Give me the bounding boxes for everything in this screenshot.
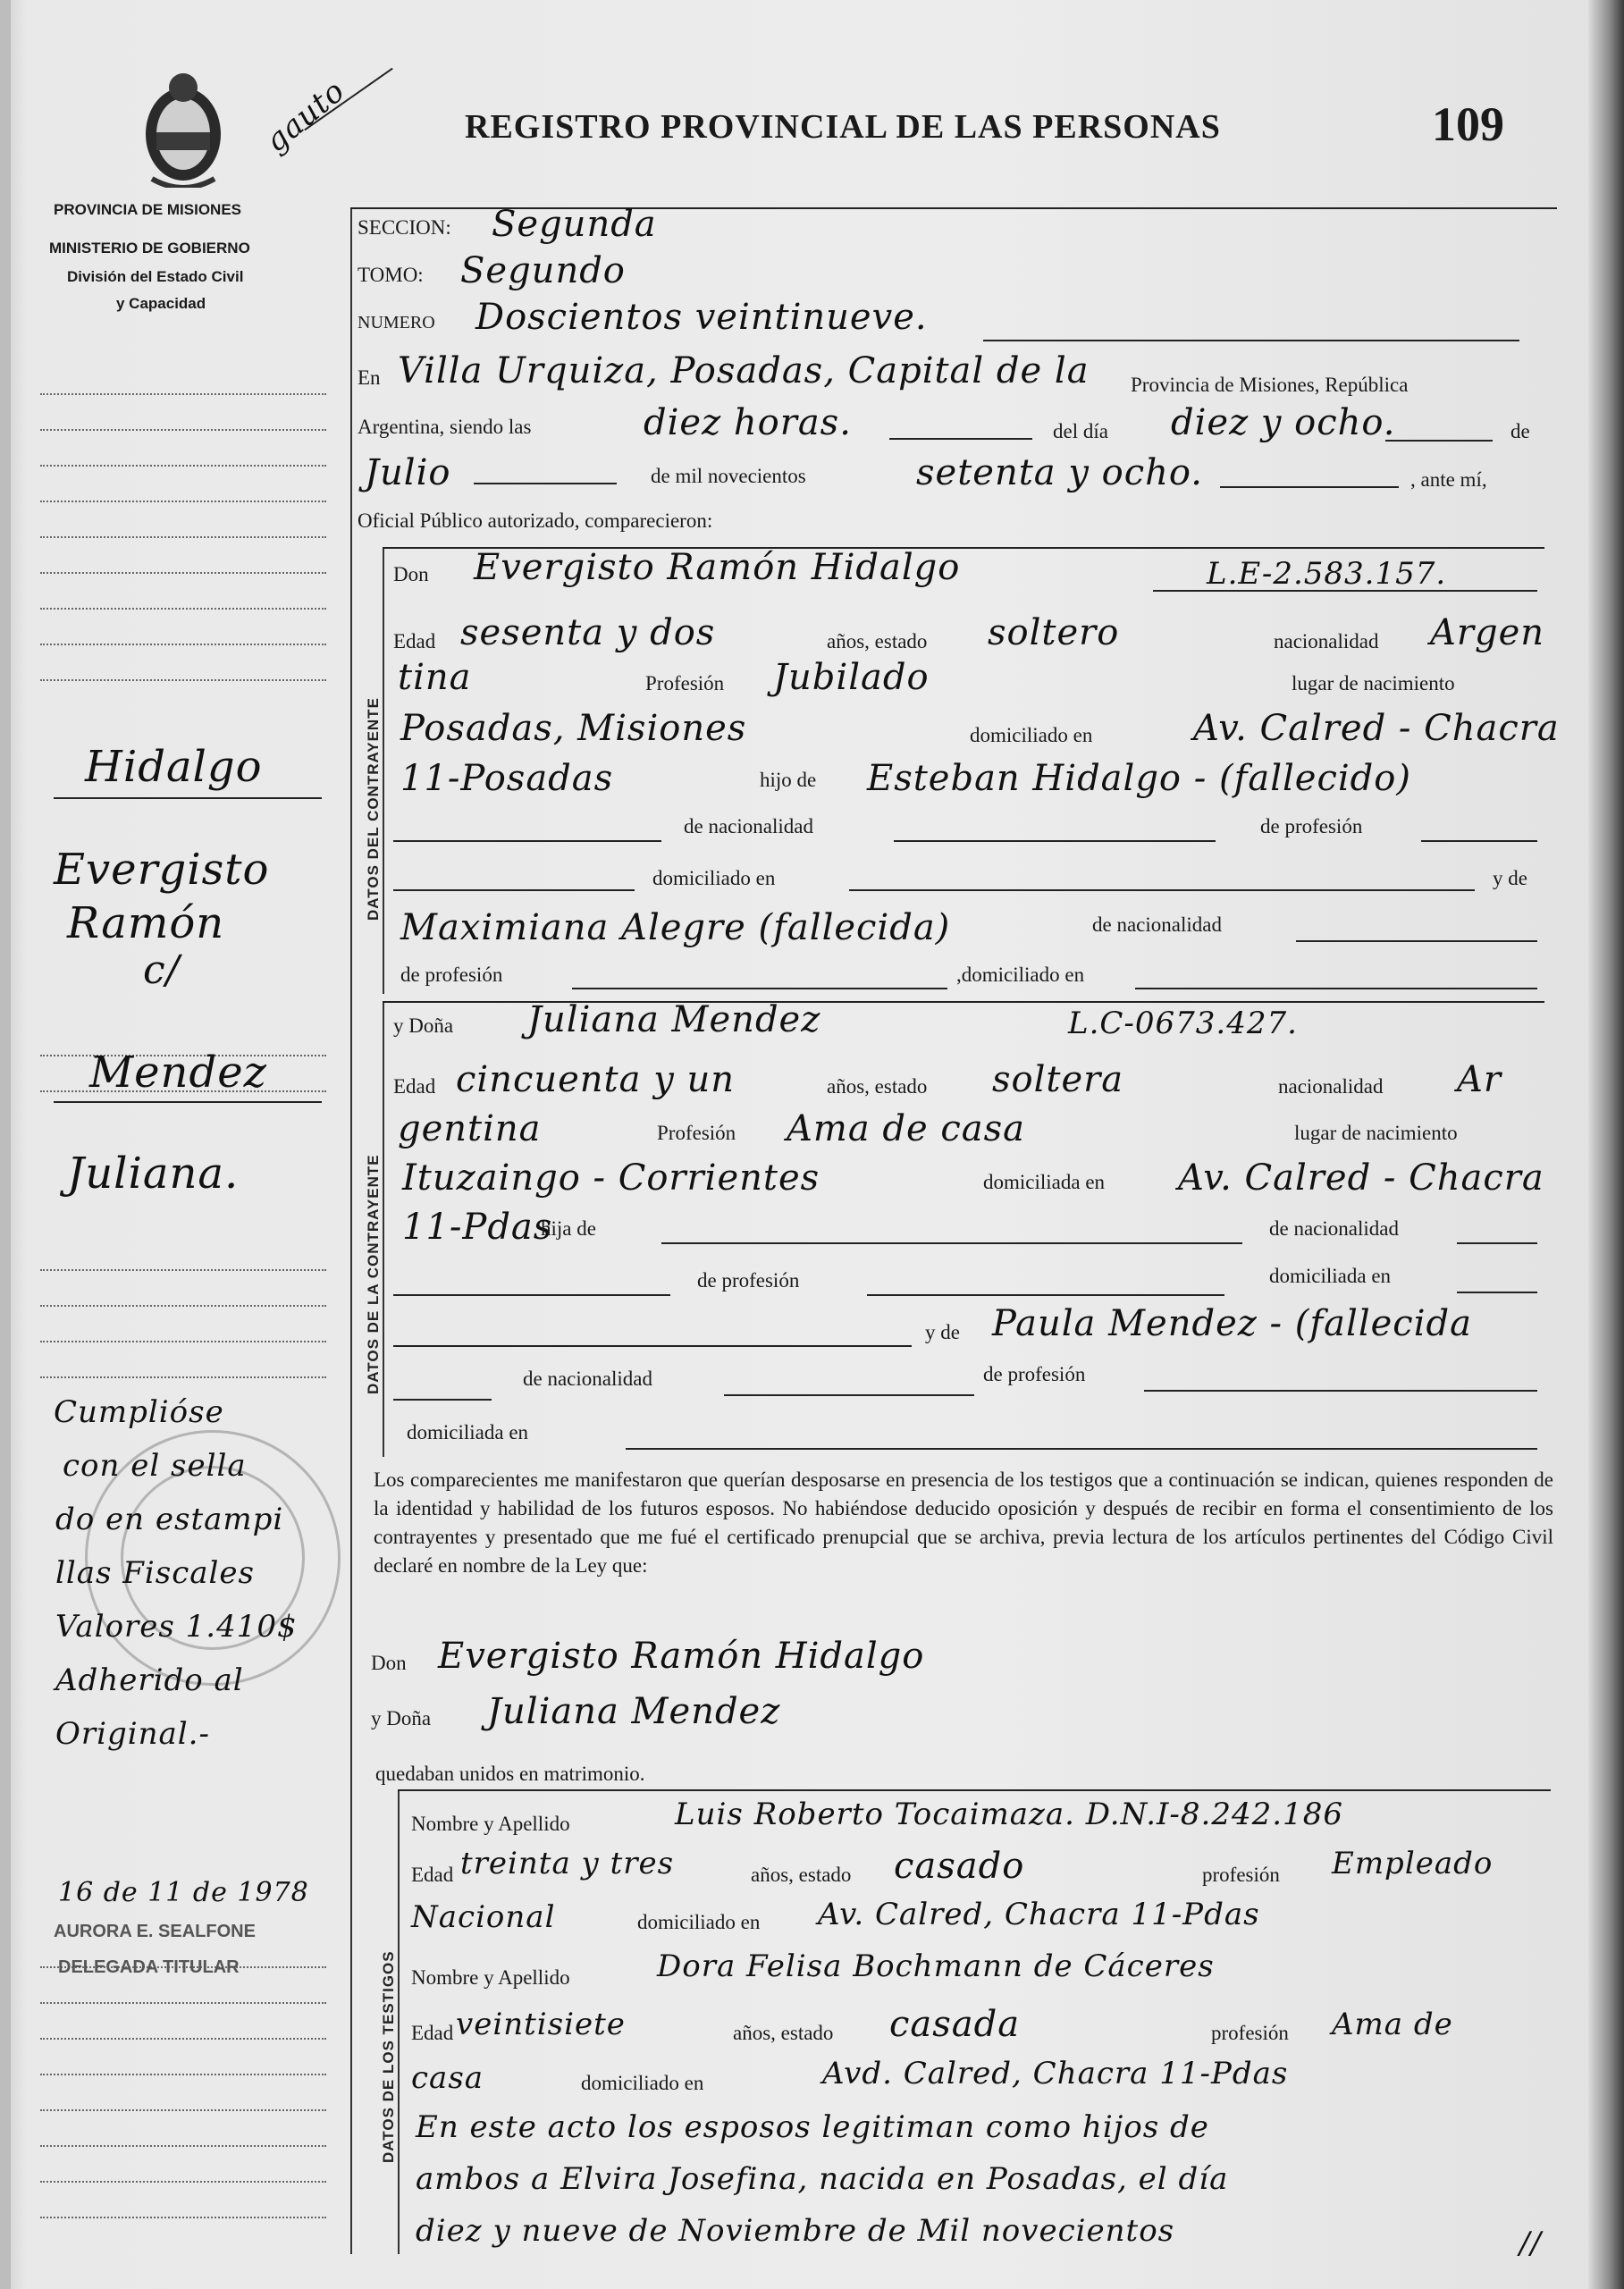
groom-status: soltero [988, 612, 1120, 653]
margin-rule [40, 1376, 326, 1378]
w1-name: Luis Roberto Tocaimaza. D.N.I-8.242.186 [675, 1797, 1343, 1832]
legitimation-note-2: ambos a Elvira Josefina, nacida en Posadas, el día [416, 2161, 1229, 2197]
w1-label: Nombre y Apellido [411, 1813, 570, 1835]
bride-y-de-label: y de [925, 1321, 960, 1343]
groom-don-label: Don [393, 563, 429, 585]
margin-given-b: Ramón [67, 898, 225, 948]
fill-line [1457, 1292, 1537, 1293]
margin-with: c/ [143, 947, 181, 993]
stamp-note-2: con el sella [63, 1448, 247, 1484]
groom-dom2-label: domiciliado en [652, 867, 776, 889]
fill-line [1296, 940, 1537, 942]
groom-de-nac-label: de nacionalidad [684, 815, 813, 837]
w1-profession-a: Empleado [1332, 1846, 1494, 1881]
w2-profession-b: casa [411, 2060, 484, 2096]
fill-line [393, 840, 661, 842]
w2-dom-label: domiciliado en [581, 2072, 704, 2094]
bride-de-prof2-label: de profesión [983, 1363, 1086, 1385]
w2-label: Nombre y Apellido [411, 1966, 570, 1989]
bride-mother: Paula Mendez - (fallecida [992, 1303, 1472, 1344]
fill-line [1144, 1390, 1537, 1392]
groom-birthplace: Posadas, Misiones [400, 708, 747, 749]
margin-rule [40, 608, 326, 610]
w2-profession-a: Ama de [1332, 2007, 1453, 2042]
seccion-value: Segunda [492, 204, 657, 245]
fill-line [572, 988, 947, 989]
bride-profession: Ama de casa [787, 1108, 1025, 1149]
month-value: Julio [365, 452, 451, 493]
fill-line [724, 1394, 974, 1396]
margin-surname2: Mendez [89, 1048, 267, 1098]
margin-rule [40, 572, 326, 574]
tail-mark: // [1519, 2226, 1542, 2261]
underline [54, 797, 322, 799]
margin-given2: Juliana. [67, 1149, 240, 1199]
groom-name: Evergisto Ramón Hidalgo [474, 547, 961, 588]
w1-address: Av. Calred, Chacra 11-Pdas [818, 1897, 1260, 1932]
groom-hijo-label: hijo de [760, 769, 817, 791]
groom-edad-label: Edad [393, 630, 436, 652]
fill-line [474, 483, 617, 484]
day-value: diez y ocho. [1171, 402, 1396, 443]
bride-section-label: DATOS DE LA CONTRAYENTE [365, 1154, 382, 1394]
underline [54, 1101, 322, 1103]
margin-rule [40, 2217, 326, 2218]
decl-united: quedaban unidos en matrimonio. [375, 1763, 645, 1785]
seccion-label: SECCION: [358, 216, 451, 239]
declaration-text: Los comparecientes me manifestaron que querían desposarse en presencia de los testigos que a continuación se indican, quienes responden de la identidad y habilidad de los futuros esposos. No habiéndose deducido oposición y después de recibir en forma el consentimiento de los contrayentes y presentado que me fué el certificado prenupcial que se archiva, previa lectura de los artículos pertinentes del Código Civil declaré en nombre de la Ley que: [374, 1468, 1553, 1577]
province-text: Provincia de Misiones, República [1131, 374, 1409, 396]
margin-rule [40, 1305, 326, 1307]
groom-de-nac2-label: de nacionalidad [1092, 913, 1222, 936]
margin-rule [40, 2145, 326, 2147]
w2-prof-label: profesión [1211, 2022, 1289, 2044]
groom-de-prof-label: de profesión [1260, 815, 1363, 837]
w1-status: casado [894, 1846, 1025, 1887]
w2-status: casada [889, 2004, 1021, 2045]
en-label: En [358, 366, 381, 389]
witness-box-left [398, 1789, 400, 2254]
bride-prof-label: Profesión [657, 1122, 736, 1144]
delegate-title: DELEGADA TITULAR [58, 1957, 240, 1977]
w1-prof-label: profesión [1202, 1864, 1280, 1886]
place-value: Villa Urquiza, Posadas, Capital de la [398, 350, 1090, 391]
argentina-text: Argentina, siendo las [358, 416, 532, 438]
bride-nationality-b: gentina [398, 1108, 542, 1149]
bride-edad-label: Edad [393, 1075, 436, 1098]
w2-age: veintisiete [456, 2007, 626, 2042]
groom-anos-label: años, estado [827, 630, 928, 652]
margin-surname: Hidalgo [85, 742, 263, 792]
fill-line [1385, 440, 1493, 442]
hour-value: diez horas. [644, 402, 852, 443]
margin-rule [40, 644, 326, 645]
groom-doc: L.E-2.583.157. [1207, 556, 1447, 592]
decl-bride: Juliana Mendez [487, 1691, 781, 1732]
stamp-note-7: Original.- [55, 1716, 210, 1752]
gauto-annotation: gauto [258, 72, 352, 160]
bride-de-nac-label: de nacionalidad [1269, 1217, 1399, 1240]
fill-line [1457, 1242, 1537, 1244]
margin-rule [40, 429, 326, 431]
fill-line [393, 1345, 912, 1347]
w1-dom-label: domiciliado en [637, 1911, 761, 1933]
margin-rule [40, 2038, 326, 2040]
bride-status: soltera [992, 1059, 1124, 1100]
binding-spine [0, 0, 11, 2289]
margin-rule [40, 2181, 326, 2183]
numero-label: NUMERO [358, 313, 435, 332]
w2-address: Avd. Calred, Chacra 11-Pdas [822, 2056, 1289, 2091]
frame-left [350, 207, 352, 2254]
bride-address-b: 11-Pdas [402, 1207, 553, 1248]
de-label: de [1510, 420, 1530, 442]
bride-hija-label: hija de [541, 1217, 596, 1240]
bride-birthplace: Ituzaingo - Corrientes [402, 1157, 820, 1199]
bride-anos-label: años, estado [827, 1075, 928, 1098]
groom-nac-label: nacionalidad [1274, 630, 1379, 652]
margin-given-a: Evergisto [54, 845, 270, 895]
groom-section-label: DATOS DEL CONTRAYENTE [365, 697, 382, 921]
w1-anos-label: años, estado [751, 1864, 852, 1886]
groom-father: Esteban Hidalgo - (fallecido) [867, 758, 1411, 799]
del-dia-label: del día [1053, 420, 1108, 442]
groom-mother: Maximiana Alegre (fallecida) [400, 907, 951, 948]
bride-doc: L.C-0673.427. [1068, 1006, 1298, 1041]
legitimation-note-3: diez y nueve de Noviembre de Mil novecientos [416, 2213, 1175, 2249]
bride-dom3-label: domiciliada en [407, 1421, 529, 1443]
fill-line [393, 1294, 670, 1296]
fill-line [849, 889, 1475, 891]
groom-prof-label: Profesión [645, 672, 725, 694]
fill-line [1421, 840, 1537, 842]
fill-line [1153, 590, 1537, 592]
groom-nationality-a: Argen [1430, 612, 1545, 653]
bride-address-a: Av. Calred - Chacra [1178, 1157, 1544, 1199]
stamp-note-6: Adherido al [55, 1662, 244, 1698]
year-value: setenta y ocho. [916, 452, 1203, 493]
margin-rule [40, 2109, 326, 2111]
fill-line [867, 1294, 1224, 1296]
org-line-2: MINISTERIO DE GOBIERNO [49, 240, 250, 257]
fill-line [889, 438, 1032, 440]
legitimation-note-1: En este acto los esposos legitiman como hijos de [416, 2109, 1209, 2145]
tomo-value: Segundo [460, 250, 626, 291]
org-line-1: PROVINCIA DE MISIONES [54, 201, 242, 218]
w2-name: Dora Felisa Bochmann de Cáceres [657, 1948, 1215, 1984]
delegate-name: AURORA E. SEALFONE [54, 1922, 256, 1941]
bride-dom-label: domiciliada en [983, 1171, 1106, 1193]
bride-age: cincuenta y un [456, 1059, 736, 1100]
margin-rule [40, 501, 326, 502]
w1-edad-label: Edad [411, 1864, 454, 1886]
stamp-note-3: do en estampi [55, 1502, 284, 1537]
margin-rule [40, 536, 326, 538]
tomo-label: TOMO: [358, 264, 424, 286]
margin-rule [40, 1341, 326, 1342]
margin-rule [40, 465, 326, 467]
bride-dona-label: y Doña [393, 1014, 454, 1037]
page-edge [1588, 0, 1624, 2289]
groom-dom3-label: ,domiciliado en [956, 964, 1085, 986]
fill-line [1220, 486, 1399, 488]
w2-anos-label: años, estado [733, 2022, 834, 2044]
groom-age: sesenta y dos [460, 612, 716, 653]
page-number: 109 [1432, 97, 1504, 151]
org-line-3: División del Estado Civil [67, 268, 244, 285]
stamp-note-5: Valores 1.410$ [55, 1609, 298, 1645]
oficial-text: Oficial Público autorizado, comparecieron: [358, 509, 713, 532]
bride-de-nac2-label: de nacionalidad [523, 1368, 652, 1390]
groom-nationality-b: tina [398, 657, 472, 698]
fill-line [626, 1448, 1537, 1450]
bride-box-left [383, 1001, 384, 1457]
argentine-coat-of-arms-icon [134, 63, 232, 188]
groom-address-b: 11-Posadas [400, 758, 614, 799]
w1-profession-b: Nacional [411, 1899, 556, 1935]
groom-address-a: Av. Calred - Chacra [1193, 708, 1560, 749]
groom-lugar-label: lugar de nacimiento [1292, 672, 1455, 694]
groom-y-de-label: y de [1493, 867, 1527, 889]
stamp-note-1: Cumplióse [54, 1394, 224, 1430]
org-line-4: y Capacidad [116, 295, 206, 312]
fill-line [1135, 988, 1537, 989]
margin-signature: 16 de 11 de 1978 [58, 1877, 309, 1908]
de-mil-label: de mil novecientos [651, 465, 806, 487]
bride-dom2-label: domiciliada en [1269, 1265, 1392, 1287]
stamp-note-4: llas Fiscales [55, 1555, 255, 1591]
bride-nationality-a: Ar [1457, 1059, 1502, 1100]
bride-lugar-label: lugar de nacimiento [1294, 1122, 1458, 1144]
ante-mi-label: , ante mí, [1410, 468, 1487, 491]
witness-box-top [398, 1789, 1551, 1791]
decl-dona-label: y Doña [371, 1707, 432, 1729]
margin-rule [40, 679, 326, 681]
margin-rule [40, 2002, 326, 2004]
decl-groom: Evergisto Ramón Hidalgo [438, 1636, 925, 1677]
numero-value: Doscientos veintinueve. [475, 297, 928, 338]
margin-rule [40, 393, 326, 395]
groom-box-left [383, 547, 384, 994]
w1-age: treinta y tres [460, 1846, 675, 1881]
bride-name: Juliana Mendez [527, 999, 821, 1040]
groom-de-prof2-label: de profesión [400, 964, 503, 986]
groom-dom-label: domiciliado en [970, 724, 1093, 746]
fill-line [894, 840, 1216, 842]
fill-line [983, 340, 1519, 341]
fill-line [661, 1242, 1242, 1244]
margin-rule [40, 1269, 326, 1271]
bride-nac-label: nacionalidad [1278, 1075, 1384, 1098]
page-title: REGISTRO PROVINCIAL DE LAS PERSONAS [465, 108, 1221, 146]
decl-don-label: Don [371, 1652, 407, 1674]
fill-line [393, 1399, 492, 1401]
bride-de-prof-label: de profesión [697, 1269, 800, 1292]
groom-profession: Jubilado [773, 657, 930, 698]
w2-edad-label: Edad [411, 2022, 454, 2044]
margin-rule [40, 2074, 326, 2075]
fill-line [393, 889, 635, 891]
witness-section-label: DATOS DE LOS TESTIGOS [380, 1950, 397, 2163]
